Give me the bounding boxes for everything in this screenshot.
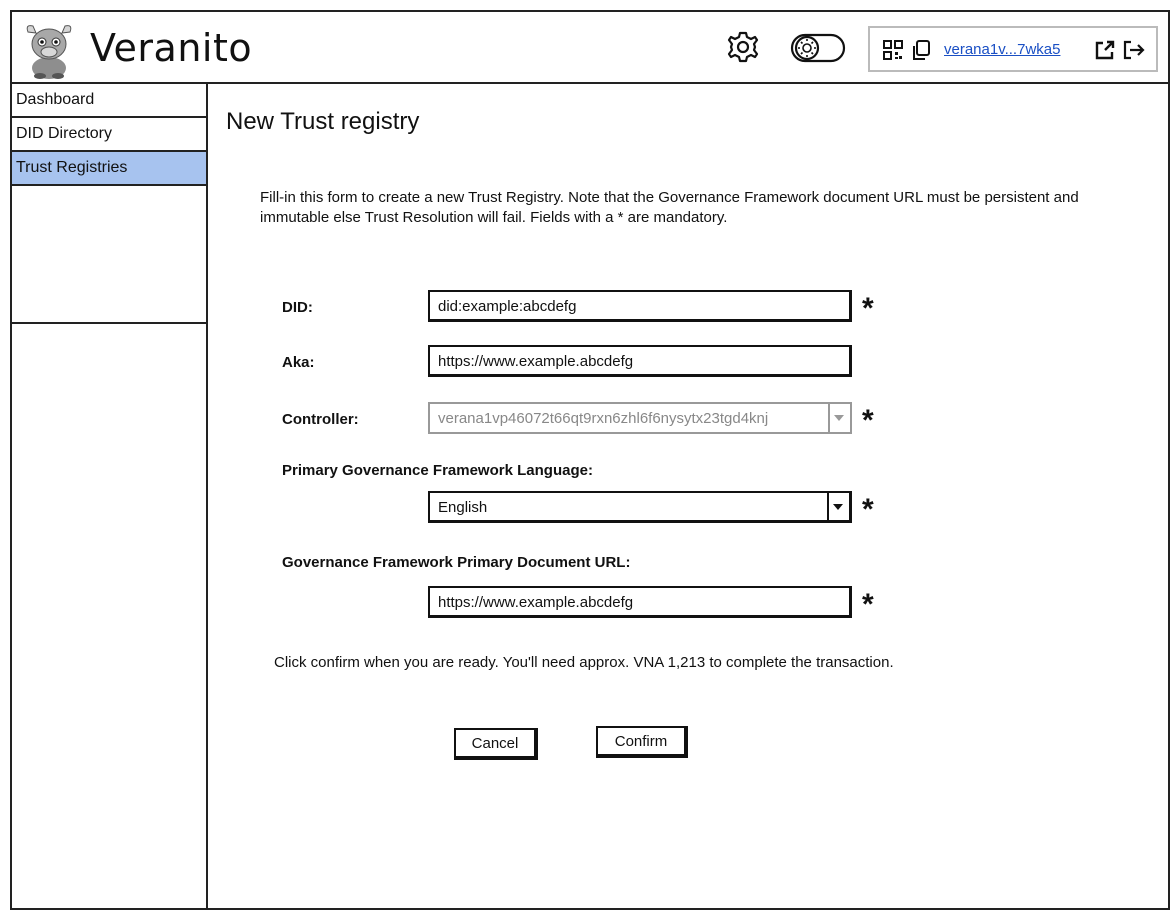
chevron-down-icon <box>830 404 848 430</box>
language-value: English <box>438 499 488 516</box>
sidebar <box>12 84 208 910</box>
settings-gear-icon[interactable] <box>726 30 760 64</box>
cancel-button[interactable]: Cancel <box>454 728 538 760</box>
account-address-link[interactable]: verana1v...7wka5 <box>944 41 1061 58</box>
aka-input[interactable]: https://www.example.abcdefg <box>428 345 852 377</box>
sidebar-nav <box>12 84 206 324</box>
header <box>12 12 1168 84</box>
qr-code-icon[interactable] <box>882 39 904 61</box>
doc-url-label: Governance Framework Primary Document URL: <box>282 554 631 571</box>
did-label: DID: <box>282 299 313 316</box>
confirm-button[interactable]: Confirm <box>596 726 688 758</box>
did-required-mark: * <box>862 292 874 325</box>
sidebar-item-did-directory[interactable]: DID Directory <box>12 118 206 152</box>
controller-value: verana1vp46072t66qt9rxn6zhl6f6nysytx23tgd4knj <box>438 410 769 427</box>
controller-label: Controller: <box>282 411 359 428</box>
language-dropdown-arrow[interactable] <box>827 493 849 520</box>
app-title: Veranito <box>90 26 253 70</box>
aka-label: Aka: <box>282 354 315 371</box>
controller-select[interactable] <box>428 402 852 434</box>
account-box <box>868 26 1158 72</box>
confirm-note: Click confirm when you are ready. You'll need approx. VNA 1,213 to complete the transaction. <box>274 654 894 671</box>
page-title: New Trust registry <box>226 108 420 135</box>
theme-toggle-icon[interactable] <box>790 32 846 64</box>
logout-icon[interactable] <box>1122 39 1146 61</box>
copy-icon[interactable] <box>910 39 932 61</box>
did-input[interactable]: did:example:abcdefg <box>428 290 852 322</box>
controller-required-mark: * <box>862 404 874 437</box>
mascot-logo-icon <box>22 20 76 80</box>
chevron-down-icon <box>829 493 847 519</box>
intro-text: Fill-in this form to create a new Trust Registry. Note that the Governance Framework document URL must be persistent and immutable else Trust Resolution will fail. Fields with a * are mandatory. <box>260 189 1079 226</box>
controller-dropdown-arrow[interactable] <box>828 404 850 432</box>
sidebar-item-trust-registries[interactable]: Trust Registries <box>12 152 206 186</box>
language-required-mark: * <box>862 493 874 526</box>
external-link-icon[interactable] <box>1094 39 1116 61</box>
doc-url-required-mark: * <box>862 588 874 621</box>
sidebar-item-dashboard[interactable]: Dashboard <box>12 84 206 118</box>
language-select[interactable] <box>428 491 852 523</box>
doc-url-input[interactable]: https://www.example.abcdefg <box>428 586 852 618</box>
app-window <box>10 10 1170 910</box>
language-label: Primary Governance Framework Language: <box>282 462 593 479</box>
main-content <box>208 84 1170 910</box>
